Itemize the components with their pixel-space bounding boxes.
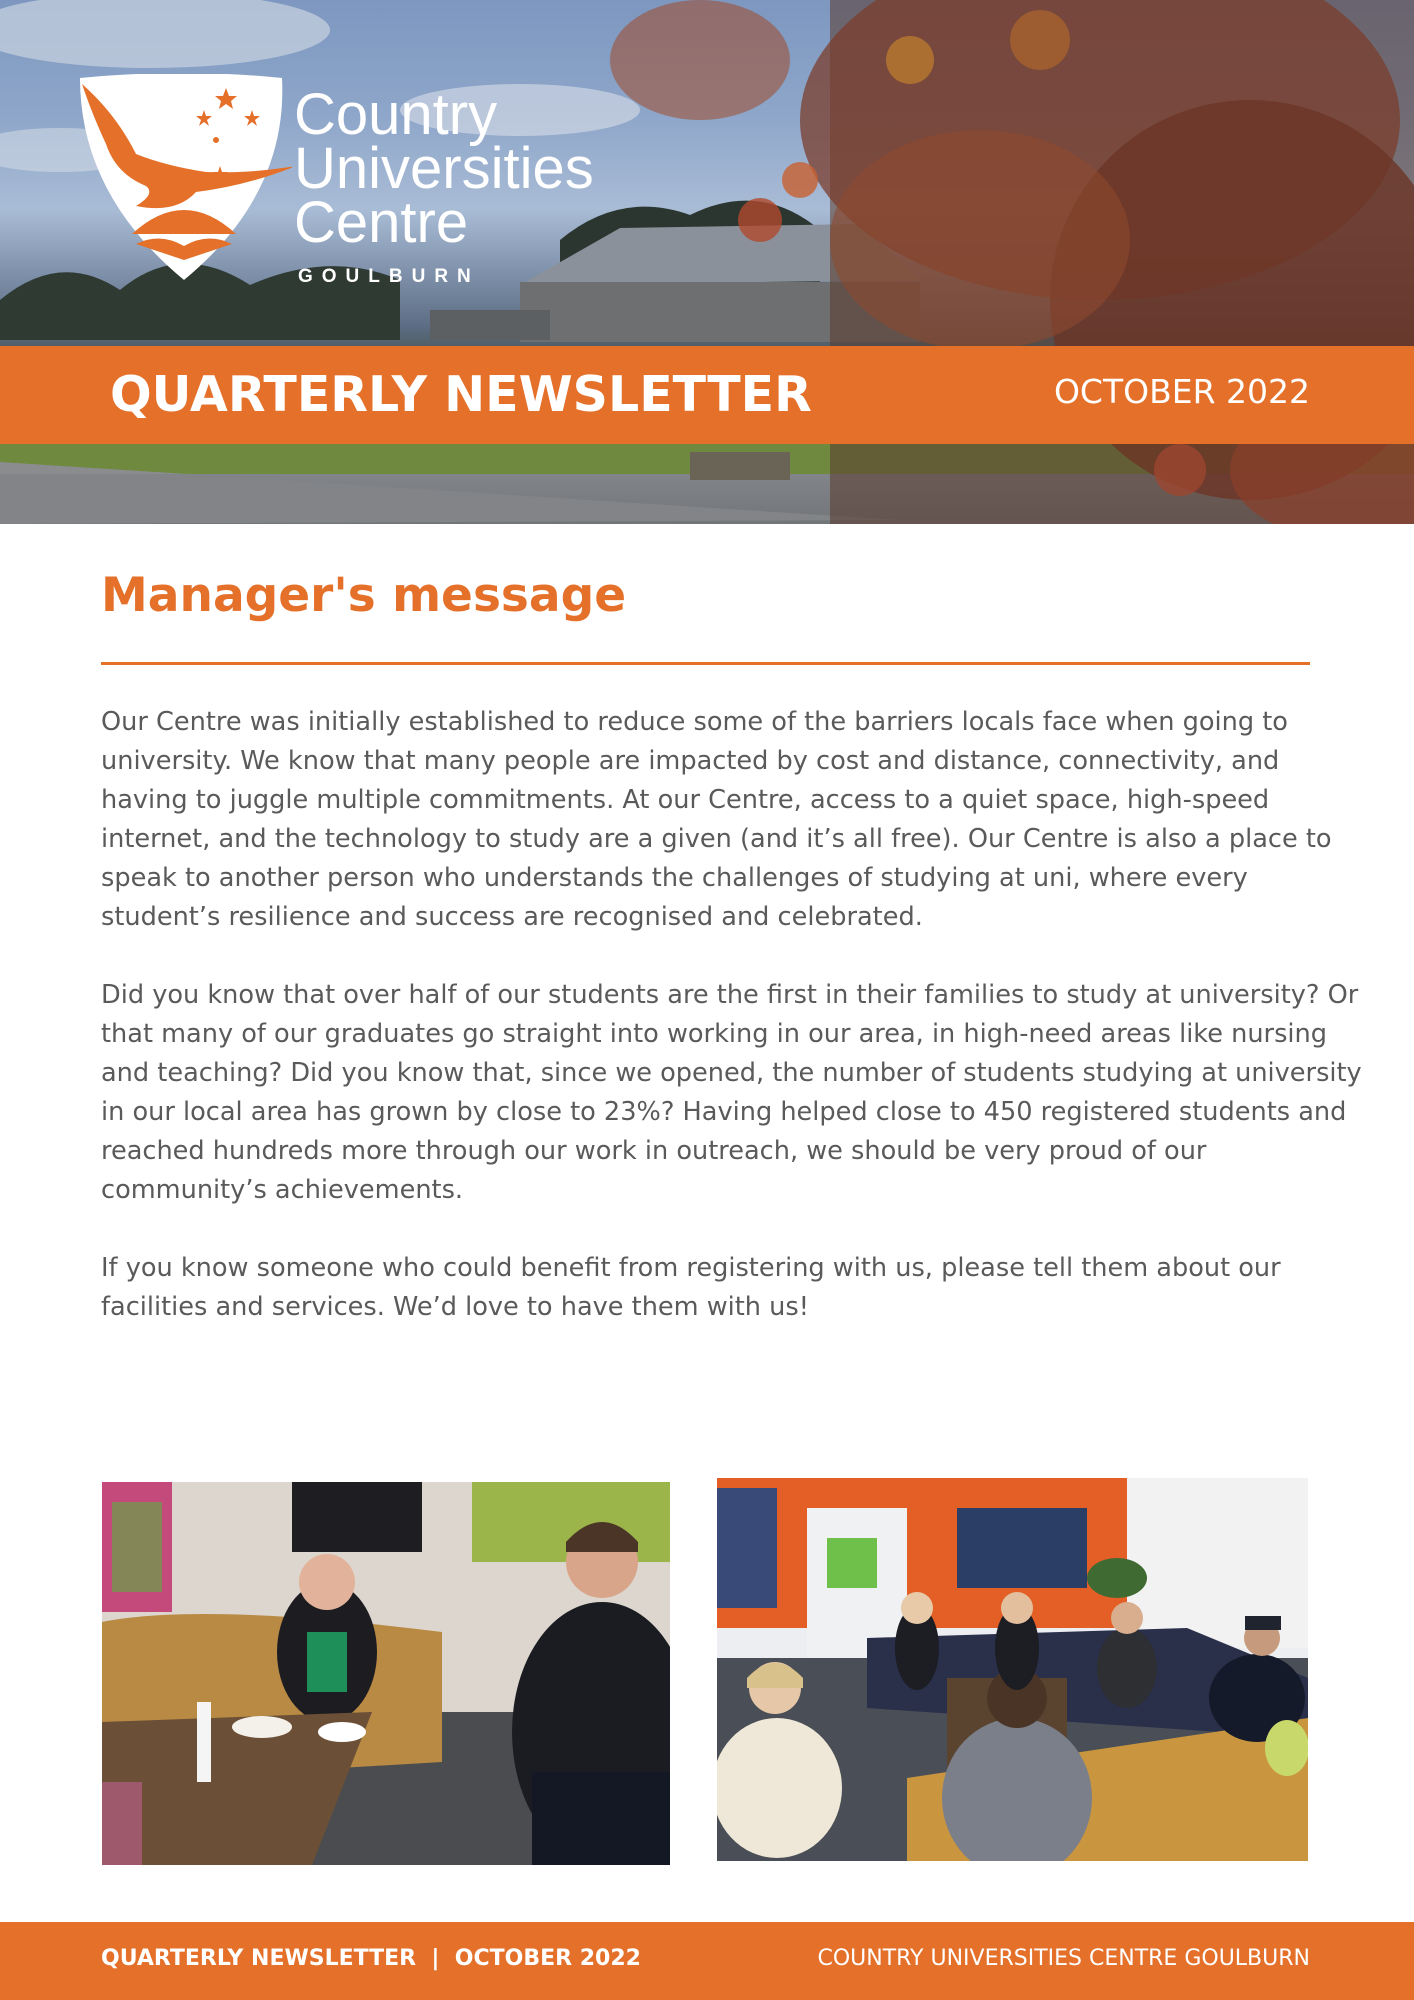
logo-word-centre: Centre: [294, 190, 469, 255]
logo-wordmark: [294, 82, 594, 255]
section-heading: Manager's message: [101, 568, 627, 623]
heading-divider: [101, 662, 1310, 665]
banner-date: OCTOBER 2022: [1053, 372, 1310, 411]
photo-lounge-meeting-image: [102, 1482, 670, 1865]
paragraph-2: Did you know that over half of our students are the first in their families to study at university? Or that many of our graduates go straight into working in our area, in high-need areas like nursing and teaching? Did you know that, since we opened, the number of students studying at university in our local area has grown by close to 23%? Having helped close to 450 registered students and reached hundreds more through our work in outreach, we should be very proud of our community’s achievements.: [101, 980, 1362, 1205]
banner-title: QUARTERLY NEWSLETTER: [110, 366, 812, 423]
logo-campus: GOULBURN: [298, 266, 480, 287]
logo-word-country: Country: [294, 82, 498, 147]
shield-eagle-icon: [76, 74, 292, 284]
photo-group-gathering: [717, 1478, 1308, 1861]
newsletter-banner: [0, 346, 1414, 444]
cuc-logo: [76, 74, 606, 294]
footer-organisation-name: COUNTRY UNIVERSITIES CENTRE GOULBURN: [817, 1946, 1310, 1971]
paragraph-1: Our Centre was initially established to reduce some of the barriers locals face when going to university. We know that many people are impacted by cost and distance, connectivity, and having to juggle multiple commitments. At our Centre, access to a quiet space, high-speed internet, and the technology to study are a given (and it’s all free). Our Centre is also a place to speak to another person who understands the challenges of studying at uni, where every student’s resilience and success are recognised and celebrated.: [101, 707, 1332, 932]
managers-message-section: [101, 566, 1371, 1366]
photo-group-gathering-image: [717, 1478, 1308, 1861]
page-footer: [0, 1922, 1414, 2000]
photo-lounge-meeting: [102, 1482, 670, 1865]
hero-image: [0, 0, 1414, 524]
logo-word-universities: Universities: [294, 136, 594, 201]
paragraph-3: If you know someone who could benefit from registering with us, please tell them about our facilities and services. We’d love to have them with us!: [101, 1253, 1281, 1322]
article-body: [101, 703, 1371, 1327]
footer-newsletter-label: QUARTERLY NEWSLETTER | OCTOBER 2022: [101, 1946, 641, 1971]
